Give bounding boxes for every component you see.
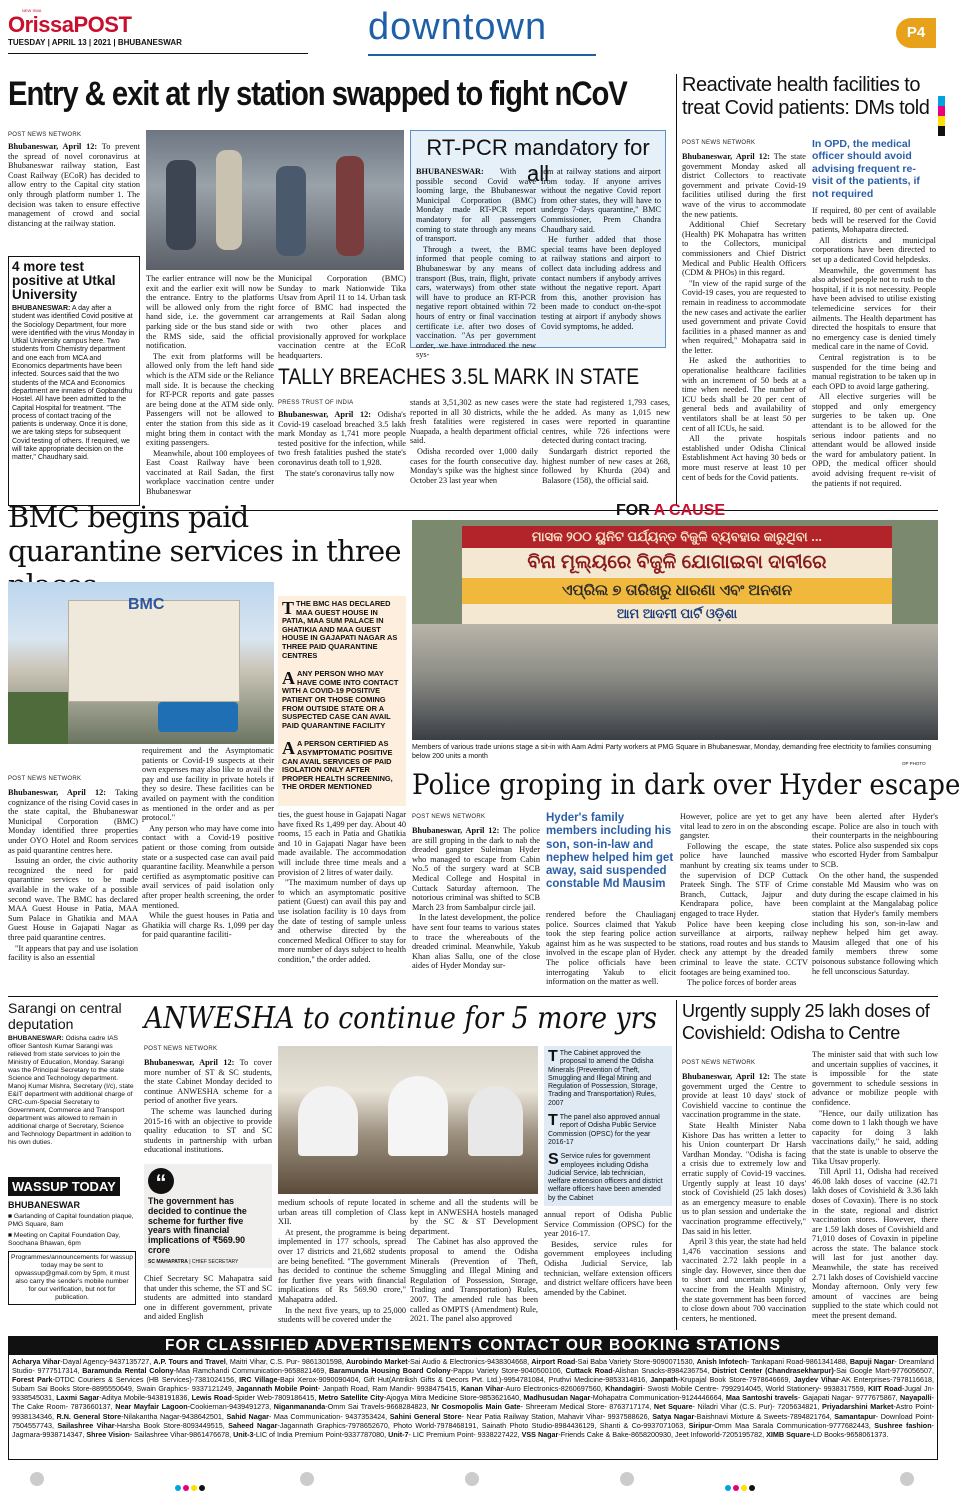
paragraph: Following the escape, the state police have launched massive manhunt by creating six teams under the supervision of DCP Cuttack Prateek Singh. The STF of Crime Branch, Cuttack, Jajpur and Kendrapara police, have been engaged to trace Hyder. (680, 841, 808, 918)
paragraph: The state government Monday asked all district Collectors to reactivate government and private Covid-19 facilities utilised during the first wave of the virus to accommodate the new patients. (682, 152, 806, 219)
classified-contact: -Auro Electronics-8260697560, (503, 1384, 606, 1394)
paragraph: Odisha recorded over 1,000 daily cases for the fourth consecutive day. Monday's spike was the highest since October 23 last year when (410, 446, 538, 485)
banner-line: ଏପ୍ରିଲ ୭ ତାରିଖରୁ ଧାରଣା ଏବଂ ଅନଶନ (462, 578, 892, 604)
article-text (8, 788, 138, 994)
paragraph: In the next five years, up to 25,000 students will be covered under the (278, 1305, 406, 1325)
classified-location: Samantapur (834, 1411, 876, 1421)
classified-location: Near Mayfair Lagoon (115, 1402, 188, 1412)
classified-contact: -Astro Point-9938134346, (12, 1402, 934, 1421)
paragraph: At present, the programme is being implemented in 177 schools, spread over 17 districts and 21,682 students are being benefited. "The government has decided to continue the scheme for further five years with financial implications of Rs 569.90 crore," Mahapatra added. (278, 1227, 406, 1304)
classified-contact: -Sai Google Mart-9776056507, (833, 1366, 934, 1376)
classified-contact: -Maa Ramchandi Communication-9658821469, (173, 1366, 329, 1376)
dateline: Bhubaneswar, April 12: (682, 152, 770, 161)
byline: POST NEWS NETWORK (144, 1046, 218, 1052)
classified-contact: -Mohapatra Communication-9124446664, (590, 1393, 726, 1403)
article-text (278, 1198, 406, 1332)
paragraph: The exit from platforms will be allowed only from the left hand side which is the ATM side or the Reliance mall side. It is because the checking for RT-PCR reports and gate passes are being done at the ATM side only. Passengers will not be allowed to enter the station from this side as it might bring them in contact with the exiting passengers. (146, 351, 274, 448)
paragraph: Taking cognizance of the rising Covid cases in the state capital, the Bhubaneswar Municipal Corporation (BMC) Monday identified three properties under OYO Hotel and Room services as paid quarantine centres here. (8, 788, 138, 855)
photo-credit: OP PHOTO (902, 761, 926, 766)
paragraph: requirement and the Asymptomatic patients or Covid-19 suspects at their own expenses may also like to avail the pay and use facility in private hotels if they so desire. These facilities can be availed on payment with the condition as mentioned in the order and as per protocol." (142, 746, 274, 823)
classified-location: Maa Santoshi travels (725, 1393, 798, 1403)
section-underline (368, 54, 596, 56)
classified-contact: -Bapi Xerox-9090090404, Gift Hut(Antriksh Gifts & Decors Pvt. Ltd.)-9954781084, Pruthvi Medicine-9853314816, (277, 1375, 651, 1385)
classified-location: Forest Park (12, 1375, 53, 1385)
photo-caption: Members of various trade unions stage a sit-in with Aam Admi Party workers at PMG Square in Bhubaneswar, Monday, demanding free electricity to families consuming below 200 units a month (412, 744, 932, 760)
paragraph: medium schools of repute located in urban areas till completion of Class XII. (278, 1198, 406, 1227)
quote-text: ANY PERSON WHO MAY HAVE COME INTO CONTACT WITH A COVID-19 POSITIVE PATIENT OR THOSE COMING FROM OUTSIDE STATE OR A SUSPECTED CASE CAN AVAIL PAID QUARANTINE FACILITY (282, 669, 399, 730)
classified-contact: -Pappu Variety Store-9040500106, (450, 1366, 566, 1376)
box-text (8, 1035, 136, 1147)
page-tab (896, 18, 936, 48)
article-text (410, 398, 538, 508)
classified-location: Khandagiri (605, 1384, 643, 1394)
classified-contact: - Niladri Vihar (C.S. Pur)- 7205634821, (692, 1402, 823, 1412)
banner-line: ବିନା ମୂଲ୍ୟରେ ବିଜୁଳି ଯୋଗାଇବା ଦାବୀରେ (462, 548, 892, 578)
classified-contact: -Sai Audio & Electronics-9438304668, (407, 1357, 532, 1366)
classified-contact: -Sai Baba Variety Store-9090071530, (575, 1357, 697, 1366)
classified-list (9, 1355, 937, 1459)
paragraph: The police are still groping in the dark to nab the dreaded gangster Suleiman Hyder who managed to escape from Cabin No.5 of the surgery ward at SCB Medical College and Hospital in Cuttack Saturday afternoon. The notorious criminal was shifted to SCB March 23 from Sambalpur circle jail. (412, 826, 540, 912)
classified-contact: - Near Patia Railway Station, Mahavir Vihar- 9937588626, (461, 1411, 653, 1421)
classified-contact: -Jagannath Graphics-7978652670, Photo World-7978468191, Sainath Photo Studio-8984436129, Shanti & Co-9937071063, (277, 1420, 689, 1430)
classified-location: Aurobindo Market (345, 1357, 408, 1366)
classified-contact: -Spider Web-7809186415, (231, 1393, 319, 1403)
wassup-item: ■ Meeting on Capital Foundation Day, Soochana Bhawan, 6pm (8, 1232, 121, 1247)
classified-location: R.N. General Store (56, 1411, 122, 1421)
section-rule (8, 996, 938, 997)
byline: POST NEWS NETWORK (8, 776, 82, 782)
paragraph: Central registration is to be suspended for the time being and manual registration to be taken up in each OPD to avoid large gathering. (812, 352, 936, 391)
dateline: Bhubaneswar, April 12: (8, 142, 98, 151)
banner-line: ମାସକ ୨୦୦ ୟୁନିଟ ପର୍ଯ୍ୟନ୍ତ ବିଜୁଳି ବ୍ୟବହାର କାରୁଥିବା ... (462, 526, 892, 548)
headline-rly-station: Entry & exit at rly station swapped to fight nCoV (8, 75, 627, 113)
wassup-title-word: WASSUP (12, 1179, 69, 1194)
classified-location: Janpath (650, 1375, 678, 1385)
box-sarangi (8, 1000, 136, 1170)
classified-location: Baramunda Housing Board Colony (328, 1366, 451, 1376)
paragraph: The scheme was launched during 2015-16 with an objective to provide quality education to ST and SC students in partnership with urban educational institutions. (144, 1106, 272, 1155)
paragraph: annual report of Odisha Public Service Commission (OPSC) for the year 2016-17. (544, 1210, 672, 1239)
paragraph: While the guest houses in Patia and Ghatikia will charge Rs. 1,099 per day for paid quarantine faciliti- (142, 911, 274, 940)
classified-contact: -LD Books-9658061373. (810, 1429, 889, 1439)
paragraph: Additional Chief Secretary (Health) PK Mohapatra has written to the Collectors, municipal commissioners and Chief District Medical and Public Health Officers (CDM & PHOs) in this regard. (682, 220, 806, 278)
quote-role: CHIEF SECRETARY (191, 1258, 239, 1265)
paragraph: In the latest development, the police have sent four teams to various states to trace the whereabouts of the dreaded criminal. Meanwhile, Yakub Khan alias Sallu, one of the close aides of Hyder Monday sur- (412, 913, 540, 971)
classified-contact: -Baishnavi Mixture & Sweets-7894821764, (694, 1411, 835, 1421)
paragraph: the state had registered 1,793 cases, he added. As many as 1,015 new cases were reported in quarantine centres, while 726 infections were detected during contact tracing. (542, 398, 670, 446)
photo-sign-text: BMC (128, 596, 165, 613)
classified-location: Cuttack Road (565, 1366, 613, 1376)
classified-contact: -AK Enterprises-7978116618, Subam Sai Books Store-8895550649, Swain Graphics- 9337121249, (12, 1375, 934, 1394)
logo (8, 10, 158, 40)
paragraph: A day after a student was identified Covid positive at the Sociology Department, four more were identified with the virus Monday in Utkal University campus here. Two students from Chemistry department and one each from MCA and Economics departments have been infected. Sources said that the two students of the MCA and Economics department are inmates of Gopbandhu Hostel. All have been admitted to the Capital Hospital for treatment. "The process of contact tracing of the patients is underway. Once it is done, we are taking steps for subsequent Covid testing of others. If required, we will take appropriate decision on the matter," Chaudhary said. (12, 305, 135, 462)
box-rtpcr (410, 130, 666, 360)
byline: PRESS TRUST OF INDIA (278, 400, 354, 406)
wassup-item-text: Garlanding of Capital foundation plaque, PMG Square, 8am (8, 1213, 134, 1228)
classified-location: Niganmananda (273, 1402, 326, 1412)
paragraph: rendered before the Chauliaganj police. Sources claimed that Yakub took the step fearing police action against him as he was suspected to be involved in the escape plan of Hyder. The police officials have been interrogating Yakub to elicit information on the matter as well. (546, 910, 676, 987)
classified-location: Nr Cosmopolis Main Gate (431, 1402, 521, 1412)
paragraph: The state's coronavirus tally now (285, 468, 395, 478)
banner-line: ଆମ ଆଦମୀ ପାର୍ଟି ଓଡ଼ିଶା (462, 604, 892, 624)
box-utkal-university (8, 256, 140, 506)
classified-location: Madhusudan Nagar (523, 1393, 591, 1403)
classified-location: VSS Nagar (521, 1429, 559, 1439)
paragraph: With a possible second Covid wave looming large, the Bhubaneswar Municipal Corporation (BMC) Monday made RT-PCR report mandatory for all passengers coming to state through any means of transport. (416, 167, 536, 244)
photo-label (616, 502, 725, 520)
classified-contact: - Swosti Mobile Centre- 7992914045, World Stationery- 9938317559, (642, 1384, 869, 1394)
dateline: Bhubaneswar, April 12: (144, 1058, 235, 1067)
paragraph: April 3 this year, the state had held 1,476 vaccination sessions and vaccinated 2.72 lakh people in a single day. However, since then due to short and uncertain supply of vaccine from the Health Ministry, the state government has been forced to close down about 700 vaccination centers, he mentioned. (682, 1237, 806, 1323)
quote-text: The panel also approved annual report of Odisha Public Service Commission (OPSC) for the year 2016-17 (548, 1114, 660, 1146)
article-text (682, 1072, 806, 1332)
classified-location: Priyadarshini Market (822, 1402, 894, 1412)
quote: S Service rules for government employees including Odisha Judicial Service, lab technician, welfare extension officers and district welfare officers have been amended by the Cabinet (548, 1151, 663, 1202)
dateline: Bhubaneswar, April 12: (682, 1072, 770, 1081)
byline: POST NEWS NETWORK (682, 1060, 756, 1066)
quote: T THE BMC HAS DECLARED MAA GUEST HOUSE IN PATIA, MAA SUM PALACE IN GHATIKIA AND MAA GUEST HOUSE IN GAJAPATI NAGAR AS THREE PAID QUARANTINE CENTRES (282, 598, 398, 660)
paragraph: The police forces of border areas (687, 978, 797, 988)
photo-bmc-building (8, 582, 274, 744)
photo-protest (412, 520, 938, 740)
classified-contact: -Omm Sai Travels-9668284823, (325, 1402, 432, 1412)
classified-contact: - Gajapati Nagar- 9777675867, (797, 1393, 901, 1403)
paragraph: Odisha cadre IAS officer Santosh Kumar Sarangi was relieved from state services to join the Ministry of Education, Monday. Sarangi was the Principal Secretary to the state Science and Technology department. Manoj Kumar Mishra, Secretary (I/c), state E&IT department with additional charge of CRC-cum-Special Secretary to Government, Commerce and Transport department was allowed to remain in additional charge of Secretary, Science and Technology Department in addition to his own duties. (8, 1035, 134, 1146)
wassup-title-word: TODAY (71, 1179, 116, 1194)
classified-location: Sushree fashion (874, 1420, 932, 1430)
box-title: Sarangi on central deputation (8, 1000, 122, 1032)
classified-contact: - The Cake Room- 7873660137, (12, 1393, 935, 1412)
paragraph: If required, 80 per cent of available beds will be reserved for the Covid patients, Mohapatra directed. (812, 206, 936, 235)
registration-marks (0, 1470, 945, 1488)
article-text (410, 1198, 538, 1332)
label-highlight: A CAUSE (653, 502, 726, 519)
paragraph: Police have been keeping close surveillance at airports, railway stations, road routes and bus stands to check any attempt by the dreaded criminal to leave the state. CCTV footages are being examined too. (680, 919, 808, 977)
paragraph: "Hence, our daily utilization has come down to 1 lakh though we have capacity for doing 3 lakh vaccinations daily," he said, adding that the state is unable to observe the Tika Utsav properly. (812, 1108, 938, 1166)
masthead-rule (8, 53, 308, 54)
paragraph: Through a tweet, the BMC informed that people coming to Bhubaneswar by any means of transport (Bus, train, flight, private cars, waterways) from other state will have to produce an RT-PCR negative report obtained within 72 hours of entry or final vaccination certificate i.e. after two doses of vaccination. "As per government order, we have introduced the new sys- (416, 244, 536, 360)
classified-location: XIMB Square (766, 1429, 811, 1439)
quote-author: SC MAHAPATRA (148, 1258, 188, 1265)
byline: POST NEWS NETWORK (412, 814, 486, 820)
article-text (812, 1050, 938, 1332)
classified-contact: -Krupajal Book Store-7978646669, (677, 1375, 794, 1385)
classified-location: Bapuji Nagar (849, 1357, 895, 1366)
logo-small-text: NEW SWA (22, 8, 42, 13)
classified-location: Kanan Vihar (460, 1384, 504, 1394)
paragraph: The Cabinet has also approved the proposal to amend the Odisha Minerals (Prevention of Theft, Smuggling and Illegal Mining and Regulation of Possession, Storage, Trading and Transportation) Rules, 2007. The amended rule has been called as OMPTS (Amendment) Rule, 2021. The panel also approved (410, 1237, 538, 1324)
dateline: TUESDAY | APRIL 13 | 2021 | BHUBANESWAR (8, 38, 182, 47)
paragraph: All the private hospitals established under Odisha Clinical Establishment Act having 30 beds or more must reserve at least 10 per cent of beds for the Covid patients. (682, 434, 806, 482)
paragraph: Meanwhile, about 100 employees of East Coast Railway have been vaccinated at Rail Sadan, the first workplace vaccination centre under Bhubaneswar (146, 448, 274, 497)
box-title: 4 more test positive at Utkal University (12, 259, 116, 302)
quote: A ANY PERSON WHO MAY HAVE COME INTO CONTACT WITH A COVID-19 POSITIVE PATIENT OR THOSE COMING FROM OUTSIDE STATE OR A SUSPECTED CASE CAN AVAIL PAID QUARANTINE FACILITY (282, 668, 399, 730)
classified-location: Acharya Vihar (12, 1357, 61, 1366)
quote-mark-icon: “ (148, 1168, 174, 1194)
paragraph: He further added that those special teams have been deployed at railway stations and airport to collect data including address and contact numbers if anybody arrives without the negative report. Apart from this, another provision has been made to conduct on-the-spot testing at airport if anybody shows Covid symptoms, he added. (541, 235, 661, 331)
quote-text: THE BMC HAS DECLARED MAA GUEST HOUSE IN PATIA, MAA SUM PALACE IN GHATIKIA AND MAA GUEST HOUSE IN GAJAPATI NAGAR AS THREE PAID QUARANTINE CENTRES (282, 599, 398, 660)
classified-location: Anish Infotech (696, 1357, 747, 1366)
paragraph: Odisha's Covid-19 caseload breached 3.5 lakh mark Monday as 1,741 more people tested positive for the infection, while two fresh fatalities pushed the state's coronavirus death toll to 1,928. (278, 410, 406, 467)
classified-location: Unit-3 (233, 1429, 254, 1439)
divider (676, 1000, 677, 1330)
classified-contact: -Jugal Jn-9338545031, (12, 1384, 935, 1403)
paragraph: On the other hand, the suspended constable Md Mausim who was on duty during the escape claimed in his complaint at the Mangalabag police station that Hyder's family members including his son, son-in-law and nephew helped him get away. Mausim alleged that one of his family members threw some poisonous substance following which he fell unconscious Saturday. (812, 870, 938, 976)
paragraph: stands at 3,51,302 as new cases were reported in all 30 districts, while the fresh fatalities were registered in Nuapada, a health department official said. (410, 398, 538, 446)
masthead (0, 0, 945, 70)
classified-location: Airport Road (531, 1357, 576, 1366)
wassup-city: BHUBANESWAR (8, 1200, 80, 1210)
article-text (142, 746, 274, 994)
paragraph: He asked the authorities to operationalise healthcare facilities with an increment of 50 beds at a time when needed. The number of ICU beds shall be 20 per cent of general beds and availability of ventilators shall be at least 50 per cent of all ICUs, he said. (682, 356, 806, 433)
quote-text: A PERSON CERTIFIED AS ASYMPTOMATIC POSITIVE CAN AVAIL SERVICES OF PAID ISOLATION ONLY AFTER PROPER HEALTH SCREENING, THE ORDER MENTIONED (282, 739, 393, 792)
classified-contact: - LIC Premium Point- 9338227422, (408, 1429, 522, 1439)
classified-contact: -Aditya Mobile-9438191836, (99, 1393, 192, 1403)
classified-location: Metro Satellite City (318, 1393, 384, 1403)
article-text (278, 410, 406, 510)
classified-contact: -Ajogya Mitra Medicine Store-9853621640, (383, 1393, 524, 1403)
divider (676, 74, 677, 506)
classified-location: Baramunda Rental Colony (82, 1366, 174, 1376)
classified-location: Laxmi Sagar (56, 1393, 100, 1403)
paragraph: Chief Secretary SC Mahapatra said that under this scheme, the ST and SC students are admitted into standard one in different government, private and aided English (144, 1274, 272, 1322)
classified-location: Lewis Road (191, 1393, 232, 1403)
article-text (278, 274, 406, 364)
box-title: RT-PCR mandatory for all (426, 135, 650, 186)
classified-contact: -Omm Maa Sarala Communication-9777682443, (711, 1420, 875, 1430)
classified-location: Nayapalli (900, 1393, 932, 1403)
paragraph: "The maximum number of days up to which an asymptomatic positive patient (Guest) can avail this pay and use isolation facility is 10 days from the date of testing of sample unless and otherwise directed by the concerned Medical Officer to stay for more number of days subject to health condition," the order added. (278, 878, 406, 964)
classified-location: Siripur (688, 1420, 712, 1430)
quote: A A PERSON CERTIFIED AS ASYMPTOMATIC POSITIVE CAN AVAIL SERVICES OF PAID ISOLATION ONLY AFTER PROPER HEALTH SCREENING, THE ORDER MENTIONED (282, 738, 393, 792)
classified-contact: -Harsha Book Store-8093449515, (114, 1420, 229, 1430)
section-title: downtown (368, 6, 548, 48)
paragraph: To cover more number of ST & SC students, the state Cabinet Monday decided to continue ANWESHA scheme for a period of another five years. (144, 1058, 272, 1106)
classified-location: Shree Vision (86, 1429, 130, 1439)
bmc-quote-box (278, 596, 406, 806)
classified-location: Saheed Nagar (228, 1420, 278, 1430)
classified-contact: - Sailashree Vihar-9861476678, (129, 1429, 234, 1439)
crowd (412, 624, 938, 740)
quote-text: The Cabinet approved the proposal to amend the Odisha Minerals (Prevention of Theft, Smuggling and Illegal Mining and Regulation of Possession, Storage, Trading and Transportation) Rules, 2007 (548, 1050, 658, 1107)
article-text (8, 142, 140, 254)
headline-anwesha: ANWESHA to continue for 5 more yrs (144, 1001, 658, 1036)
article-text (680, 812, 808, 994)
byline: POST NEWS NETWORK (682, 140, 756, 146)
headline-health: Reactivate health facilities to treat Covid patients: DMs told (682, 74, 930, 119)
box-text (541, 167, 661, 345)
paragraph: Any person who may have come into contact with a Covid-19 positive patient or those coming from outside state or a suspected case can avail paid quarantine facility. Meanwhile a person certified as asymptomatic positive can avail services of paid isolation only after proper health screening, the order mentioned. (142, 823, 274, 910)
classified-location: Sailashree Vihar (57, 1420, 115, 1430)
pull-quote: Hyder's family members including his son, son-in-law and nephew helped him get away, said suspended constable Md Mausim (546, 812, 674, 891)
classified-contact: -LIC of India Premium Point-9337787080, (253, 1429, 389, 1439)
paragraph: Municipal Corporation (BMC) Sunday to mark Nationwide Tika Utsav from April 11 to 14. Urban task force of BMC had inspected the arrangements at Rail Sadan along with two other places and provisionally approved for workplace vaccination centre at the ECoR headquarters. (278, 274, 406, 360)
quote-box (144, 1164, 272, 1268)
classified-contact: - Shreeram Medical Store- 8763717174, (520, 1402, 654, 1412)
article-text (812, 206, 936, 508)
logo-text: OrissaPOST (8, 12, 132, 37)
headline-covishield: Urgently supply 25 lakh doses of Covishield: Odisha to Centre (682, 1001, 930, 1043)
classified-contact: -Cookiernan-9439491273, (187, 1402, 274, 1412)
classified-location: A.P. Tours and Travel (153, 1357, 226, 1366)
classified-contact: - Dreamland Studio- 9777517314, (12, 1357, 934, 1376)
classified-contact: , Maitri Vihar, C.S. Pur- 9861301598, (225, 1357, 346, 1366)
classified-location: Jaydev Vihar (793, 1375, 839, 1385)
classified-section (8, 1336, 938, 1460)
article-text (546, 910, 676, 994)
classified-contact: - Jagmara-9938714347, (12, 1420, 934, 1439)
dateline: Bhubaneswar, April 12: (278, 410, 372, 419)
classified-location: Sahid Nagar (226, 1411, 269, 1421)
headline-bmc: BMC begins paid quarantine services in three (8, 500, 401, 568)
classified-header: FOR CLASSIFIED ADVERTISEMENTS CONTACT OUR BOOKING STATIONS (9, 1337, 937, 1355)
byline: POST NEWS NETWORK (8, 132, 82, 138)
classified-location: District Center (Chandrasekharpur) (712, 1366, 834, 1376)
classified-location: Net Square (653, 1402, 693, 1412)
headline-police: Police groping in dark over Hyder escape (412, 768, 960, 801)
article-text (812, 812, 938, 994)
quote-attribution: SC MAHAPATRA | CHIEF SECRETARY (148, 1258, 239, 1265)
classified-contact: - Janpath Road, Ram Mandir- 9938475415, (317, 1384, 461, 1394)
wassup-note: Programmes/announcements for wassup today may be sent to opwassup@gmail.com by 5pm, it must also carry the sender's mobile number for our verification, but not for publication. (8, 1251, 136, 1305)
paragraph: Issuing an order, the civic authority recognized the need for paid quarantine services to be made available in the wake of a possible second wave. The BMC has declared MAA Guest House in Patia, MAA Sum Palace in Ghatikia and MAA Guest House in Gajapati Nagar as three paid quarantine centres. (8, 856, 138, 942)
anwesha-quote-box (544, 1046, 672, 1206)
article-text (144, 1058, 272, 1164)
classified-contact: -Friends Cake & Bake-8658200930, Jeet Infoworld-7205195782, (558, 1429, 767, 1439)
page-number: P4 (906, 24, 926, 41)
paragraph: Besides, service rules for government employees including Odisha Judicial Service, lab technician, welfare extension officers and district welfare officers have been amended by the Cabinet. (544, 1239, 672, 1297)
paragraph: However, police are yet to get any vital lead to zero in on the absconding gangster. (680, 812, 808, 841)
paragraph: "In view of the rapid surge of the Covid-19 cases, you are requested to remain in readiness to accommodate the new cases and activate the earlier used government and private Covid facilities in a phased manner as and when required," Mohapatra said in the letter. (682, 278, 806, 355)
wassup-title (8, 1177, 120, 1196)
dateline: Bhubaneswar, April 12: (412, 826, 500, 835)
classified-location: Jagannath Mobile Point (236, 1384, 318, 1394)
paragraph: The state government urged the Centre to provide at least 10 days' stock of Covishield vaccine to continue the vaccination programme in the state. (682, 1072, 806, 1120)
paragraph: Till April 11, Odisha had received 46.08 lakh doses of vaccine (42.71 lakh doses of Covishield & 3.36 lakh doses of Covaxin). There is no stock in the state, regional and district vaccination stores. However, there are 1.59 lakh doses of Covishield and 71,010 doses of Covaxin in pipeline across the state. The balance stock will last for just another day. Meanwhile, the state has received 2.71 lakh doses of Covishield vaccine Monday afternoon. Only very few amount of vaccines are being supplied to the state which could not meet the present demand. (812, 1167, 938, 1321)
article-text (278, 810, 406, 994)
quote-text: The government has decided to continue the scheme for further five years with financial implications of ₹569.90 crore (148, 1196, 247, 1255)
classified-location: KIIT Road (868, 1384, 903, 1394)
paragraph: ties, the guest house in Gajapati Nagar have fixed Rs 1,499 per day. About 40 rooms, 15 each in Patia and Ghatikia and 10 in Gajapati Nagar have been made available. The accommodation will include three time meals and a provision of 2 litres of water daily. (278, 810, 406, 877)
wassup-item: ■ Garlanding of Capital foundation plaque, PMG Square, 8am (8, 1213, 134, 1228)
paragraph: All elective surgeries will be stopped and only emergency surgeries to be taken up. One attendant is to be allowed for the serious indoor patients and no attendant would be allowed inside the ward for ambulatory patient. In OPD, the medical officer should avoid advising frequent re-visit of the patients if not required. (812, 392, 936, 488)
paragraph: Meanwhile, the government has also advised people not to rush to the hospital, if it is not necessity. People have been advised to utilise existing telemedicine services for their ailments. The Health department has directed the hospitals to ensure that no emergency case is denied timely medical care in the name of Covid. (812, 265, 936, 352)
classified-contact: -Nilakantha Nagar-9438642501, (121, 1411, 227, 1421)
paragraph: scheme and all the students will be kept in ANWESHA hostels managed by the SC & ST Development department. (410, 1198, 538, 1236)
quote: T The panel also approved annual report of Odisha Public Service Commission (OPSC) for the year 2016-17 (548, 1112, 660, 1146)
classified-contact: - Maa Communication- 9437353424, (268, 1411, 390, 1421)
dateline: BHUBANESWAR: (8, 1035, 64, 1042)
article-text (144, 1274, 272, 1330)
classified-location: Unit-7 (388, 1429, 409, 1439)
box-text (416, 167, 536, 360)
photo-railway-station (146, 130, 404, 270)
box-text (12, 305, 136, 463)
label-prefix: FOR (616, 502, 654, 519)
headline-tally: TALLY BREACHES 3.5L MARK IN STATE (278, 364, 640, 389)
paragraph: tem at railway stations and airport from today. If anyone arrives without the negative Covid report from other states, they will have to undergo 7-days quarantine," BMC Commissioner, Prem Chandra Chaudhary said. (541, 167, 661, 234)
classified-location: Sahini General Store (389, 1411, 462, 1421)
paragraph: have been alerted after Hyder's escape. Police are also in touch with their counterparts in the neighbouring states. Police also suspended six cops who escorted Hyder from Sambalpur to SCB. (812, 812, 938, 869)
article-text (412, 826, 540, 994)
paragraph: "It appears that pay and use isolation facility is also an essential (8, 943, 138, 963)
wassup-item-text: Meeting on Capital Foundation Day, Soochana Bhawan, 6pm (8, 1232, 121, 1247)
paragraph: The earlier entrance will now be the exit and the earlier exit will now be the entrance. Entry to the platforms will be allowed only from the right hand side, i.e. the government car parking side or the bus stand side or the RMS side, said the official notification. (146, 274, 274, 351)
quote-text: Service rules for government employees including Odisha Judicial Service, lab technician, welfare extension officers and district welfare officers have been amended by the Cabinet (548, 1153, 663, 1202)
paragraph: All districts and municipal corporations have been directed to set up a dedicated Covid helpdesks. (812, 235, 936, 264)
paragraph: The minister said that with such low and uncertain supplies of vaccines, it is impossible for the state government to schedule sessions in advance or mobilize people with confidence. (812, 1050, 938, 1107)
paragraph: State Health Minister Naba Kishore Das has written a letter to his Union counterpart Dr Harsh Vardhan Monday. "Odisha is facing a crisis due to extremely low and erratic supply of Covid-19 vaccines. Urgently supply at least 10 days' stock of Covishield (25 lakh doses) as an emergency measure to enable us to plan session and undertake the vaccination programme effectively," Das said in his letter. (682, 1120, 806, 1236)
classified-location: Satya Nagar (652, 1411, 695, 1421)
wassup-today (8, 1176, 136, 1326)
article-text (146, 274, 274, 506)
article-text (544, 1210, 672, 1332)
dateline: BHUBANESWAR: (12, 305, 71, 312)
quote: T The Cabinet approved the proposal to amend the Odisha Minerals (Prevention of Theft, Smuggling and Illegal Mining and Regulation of Possession, Storage, Trading and Transportation) Rules, 2007 (548, 1048, 658, 1107)
article-text (542, 398, 670, 508)
classified-location: IRC Village (239, 1375, 278, 1385)
classified-contact: - Tankapani Road-9861341488, (746, 1357, 850, 1366)
paragraph: Sundargarh district reported the highest number of new cases at 268, followed by Khurda (204) and Balasore (158), the official said. (542, 446, 670, 485)
classified-contact: -Dayal Agency-9437135727, (60, 1357, 154, 1366)
paragraph: To prevent the spread of novel coronavirus at Bhubaneswar railway station, East Coast Railway (ECoR) has decided to allow entry to the Capital city station only through platform number 1. The decision was taken to ensure effective management of crowd and social distancing at the railway station. (8, 142, 140, 228)
photo-cabinet-meeting (278, 1046, 538, 1194)
classified-contact: -DTDC Couriers & Services (HB Services)-7381024156, (52, 1375, 240, 1385)
dateline: Bhubaneswar, April 12: (8, 788, 107, 797)
classified-contact: -Alishan Snacks-8984236754, (612, 1366, 713, 1376)
dateline: BHUBANESWAR: (416, 167, 484, 176)
article-text (682, 152, 806, 508)
pull-quote: In OPD, the medical officer should avoid advising frequent re-visit of the patients, if not required (812, 138, 920, 200)
classified-contact: - Download Point-7504557743, (12, 1411, 934, 1430)
